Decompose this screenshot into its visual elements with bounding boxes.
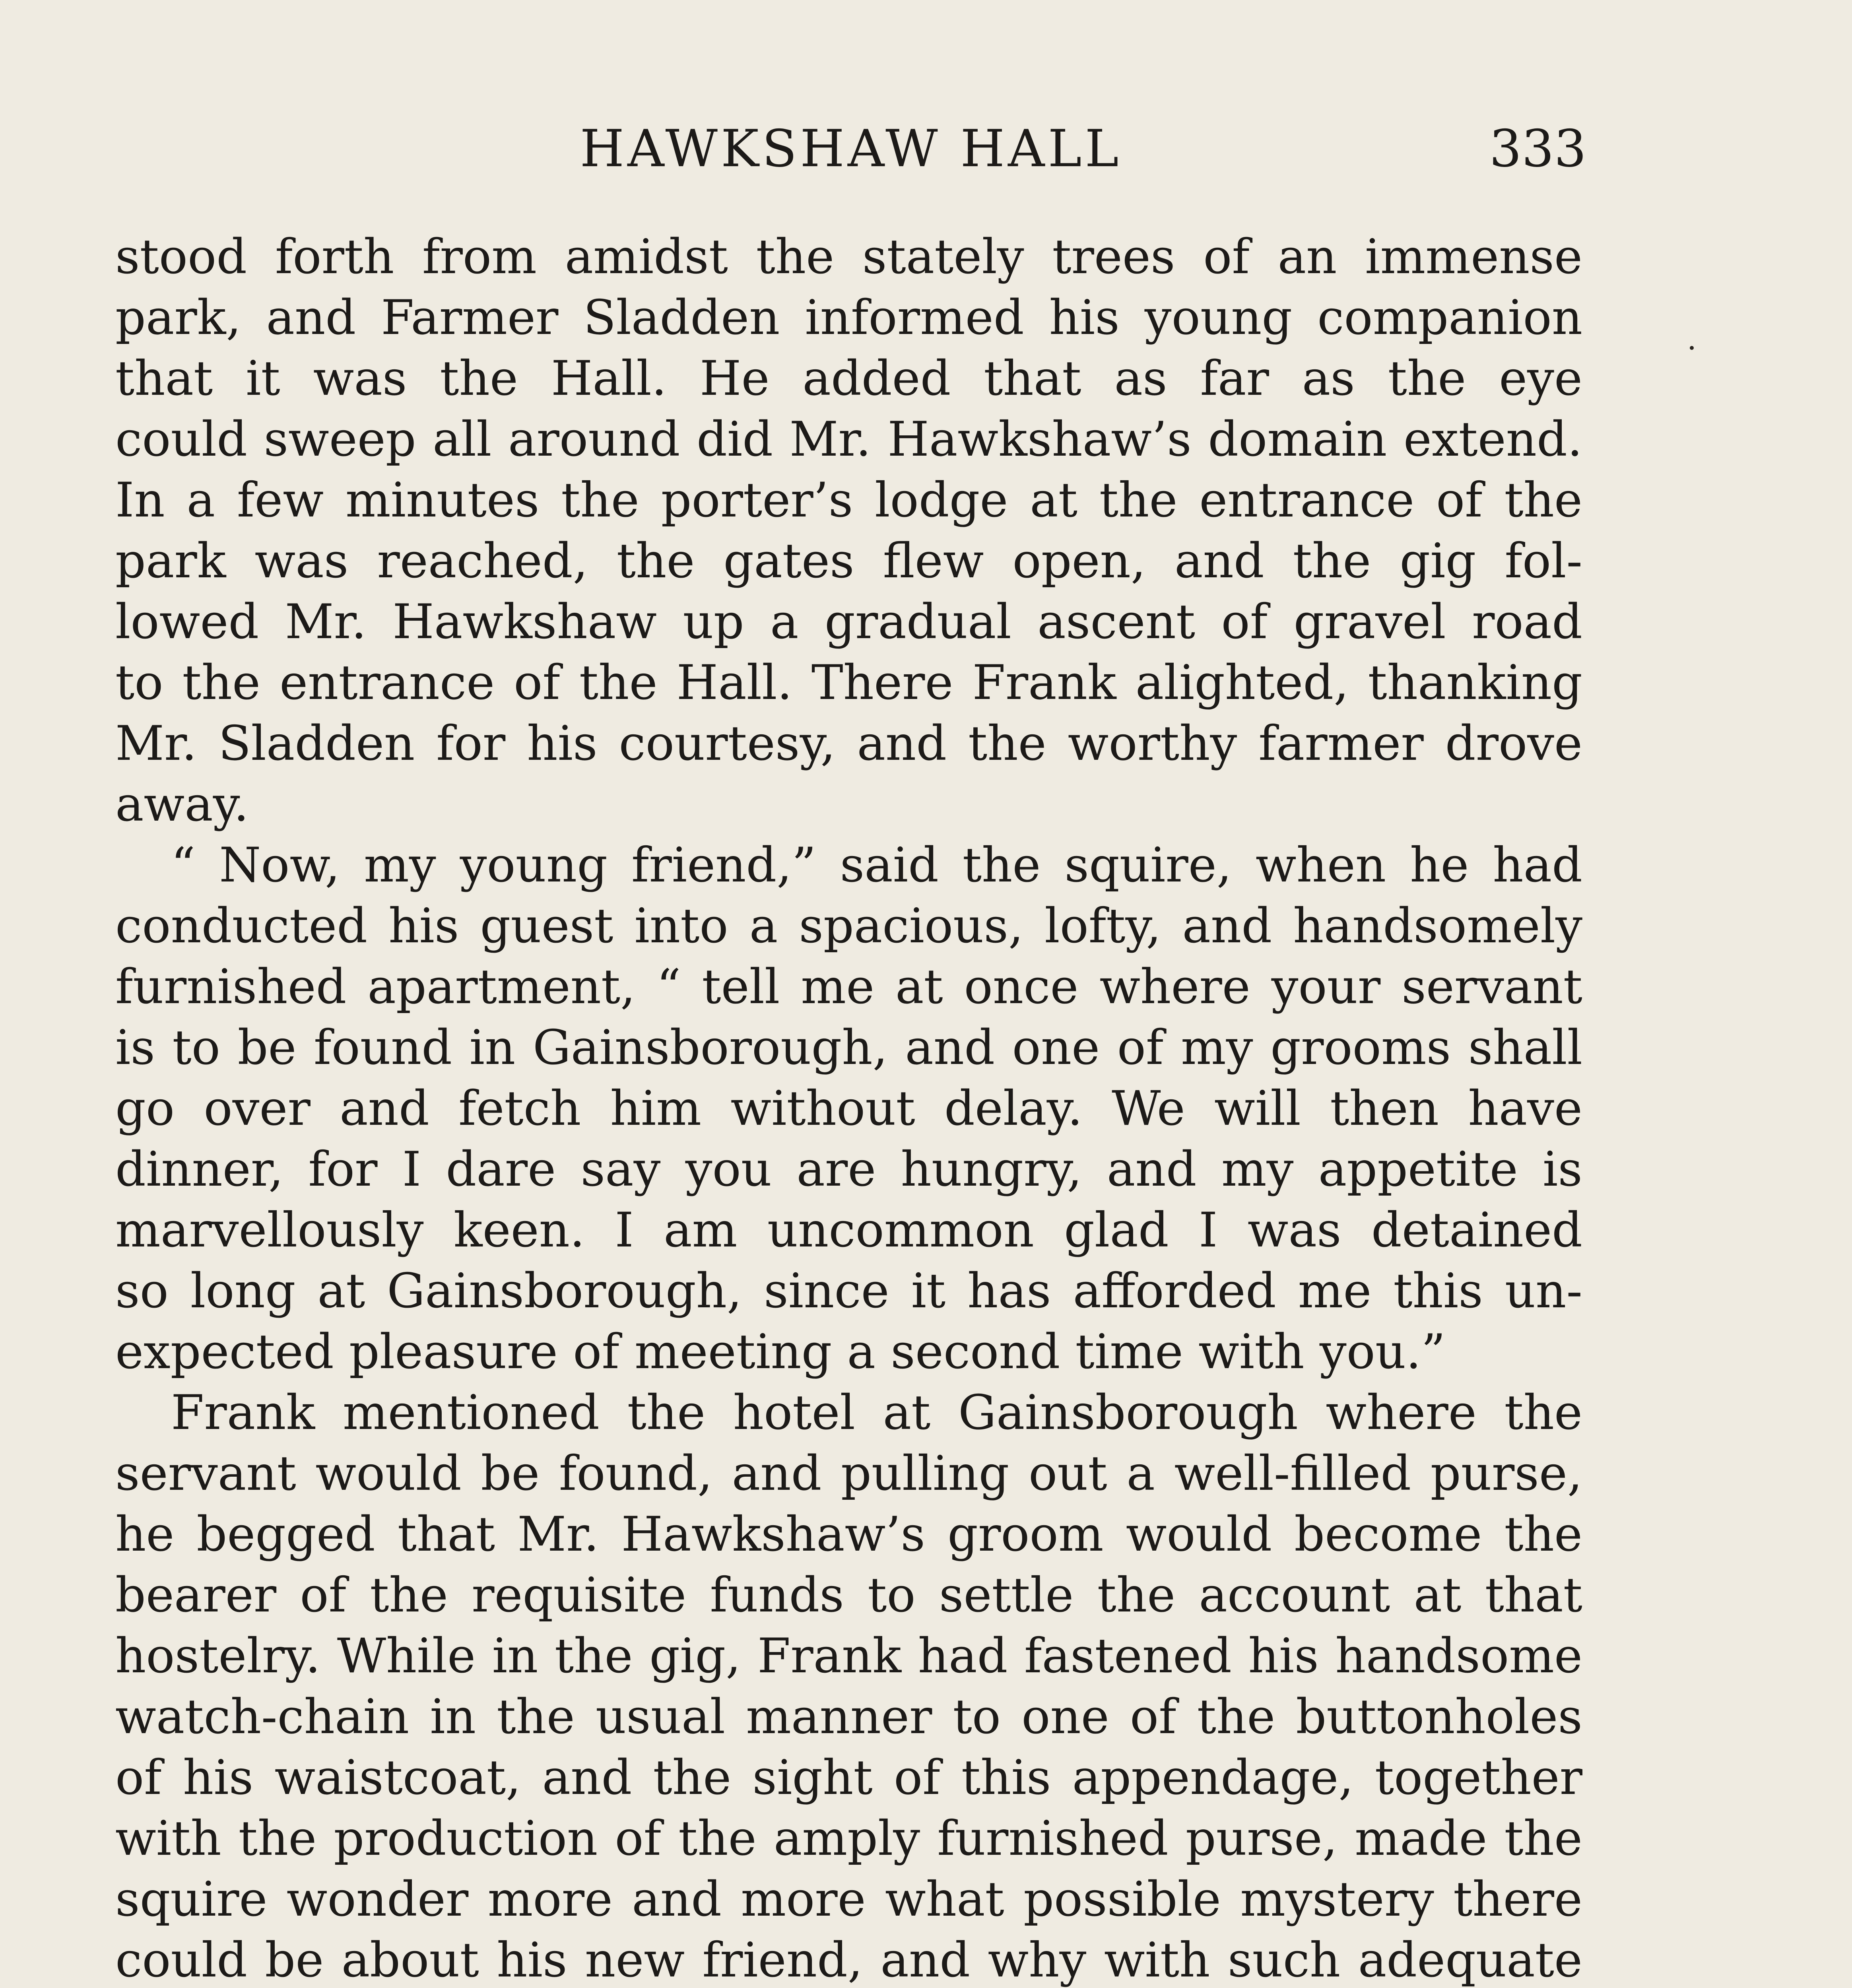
text-line: servant would be found, and pulling out a well-filled purse, (115, 1446, 1582, 1501)
text-line: In a few minutes the porter’s lodge at the entrance of the (115, 473, 1582, 528)
text-line: is to be found in Gainsborough, and one of my grooms shall (115, 1020, 1582, 1076)
text-line: away. (115, 777, 249, 832)
text-line: could sweep all around did Mr. Hawkshaw’s domain extend. (115, 412, 1582, 467)
text-line: so long at Gainsborough, since it has afforded me this un- (115, 1264, 1582, 1319)
text-line: that it was the Hall. He added that as far as the eye (115, 351, 1582, 406)
text-line: could be about his new friend, and why with such adequate (115, 1933, 1582, 1988)
text-line: to the entrance of the Hall. There Frank alighted, thanking (115, 655, 1582, 711)
text-line: conducted his guest into a spacious, lofty, and handsomely (115, 899, 1582, 954)
text-line: park, and Farmer Sladden informed his young companion (115, 290, 1582, 346)
text-line: he begged that Mr. Hawkshaw’s groom would become the (115, 1507, 1582, 1562)
text-line: Frank mentioned the hotel at Gainsborough where the (171, 1385, 1582, 1441)
page-number: 333 (1489, 119, 1586, 179)
text-line: hostelry. While in the gig, Frank had fastened his handsome (115, 1629, 1582, 1684)
text-line: bearer of the requisite funds to settle the account at that (115, 1568, 1582, 1623)
text-line: stood forth from amidst the stately trees of an immense (115, 229, 1582, 285)
text-line: dinner, for I dare say you are hungry, and my appetite is (115, 1142, 1582, 1197)
text-line: squire wonder more and more what possible mystery there (115, 1872, 1582, 1927)
text-line: with the production of the amply furnished purse, made the (115, 1811, 1582, 1866)
text-line: go over and fetch him without delay. We will then have (115, 1081, 1582, 1136)
text-line: Mr. Sladden for his courtesy, and the worthy farmer drove (115, 716, 1582, 771)
text-line: expected pleasure of meeting a second time with you.” (115, 1324, 1446, 1380)
text-line: lowed Mr. Hawkshaw up a gradual ascent of gravel road (115, 594, 1582, 650)
text-line: “ Now, my young friend,” said the squire, when he had (171, 838, 1582, 893)
text-line: park was reached, the gates flew open, and the gig fol- (115, 534, 1582, 589)
text-line: marvellously keen. I am uncommon glad I was detained (115, 1203, 1582, 1258)
text-line: furnished apartment, “ tell me at once where your servant (115, 959, 1582, 1015)
running-head (115, 119, 1586, 179)
text-line: of his waistcoat, and the sight of this appendage, together (115, 1750, 1582, 1806)
body-text (115, 227, 1582, 1988)
text-line: watch-chain in the usual manner to one of the buttonholes (115, 1689, 1582, 1745)
ink-speck (1690, 346, 1694, 350)
running-title: HAWKSHAW HALL (580, 119, 1122, 179)
